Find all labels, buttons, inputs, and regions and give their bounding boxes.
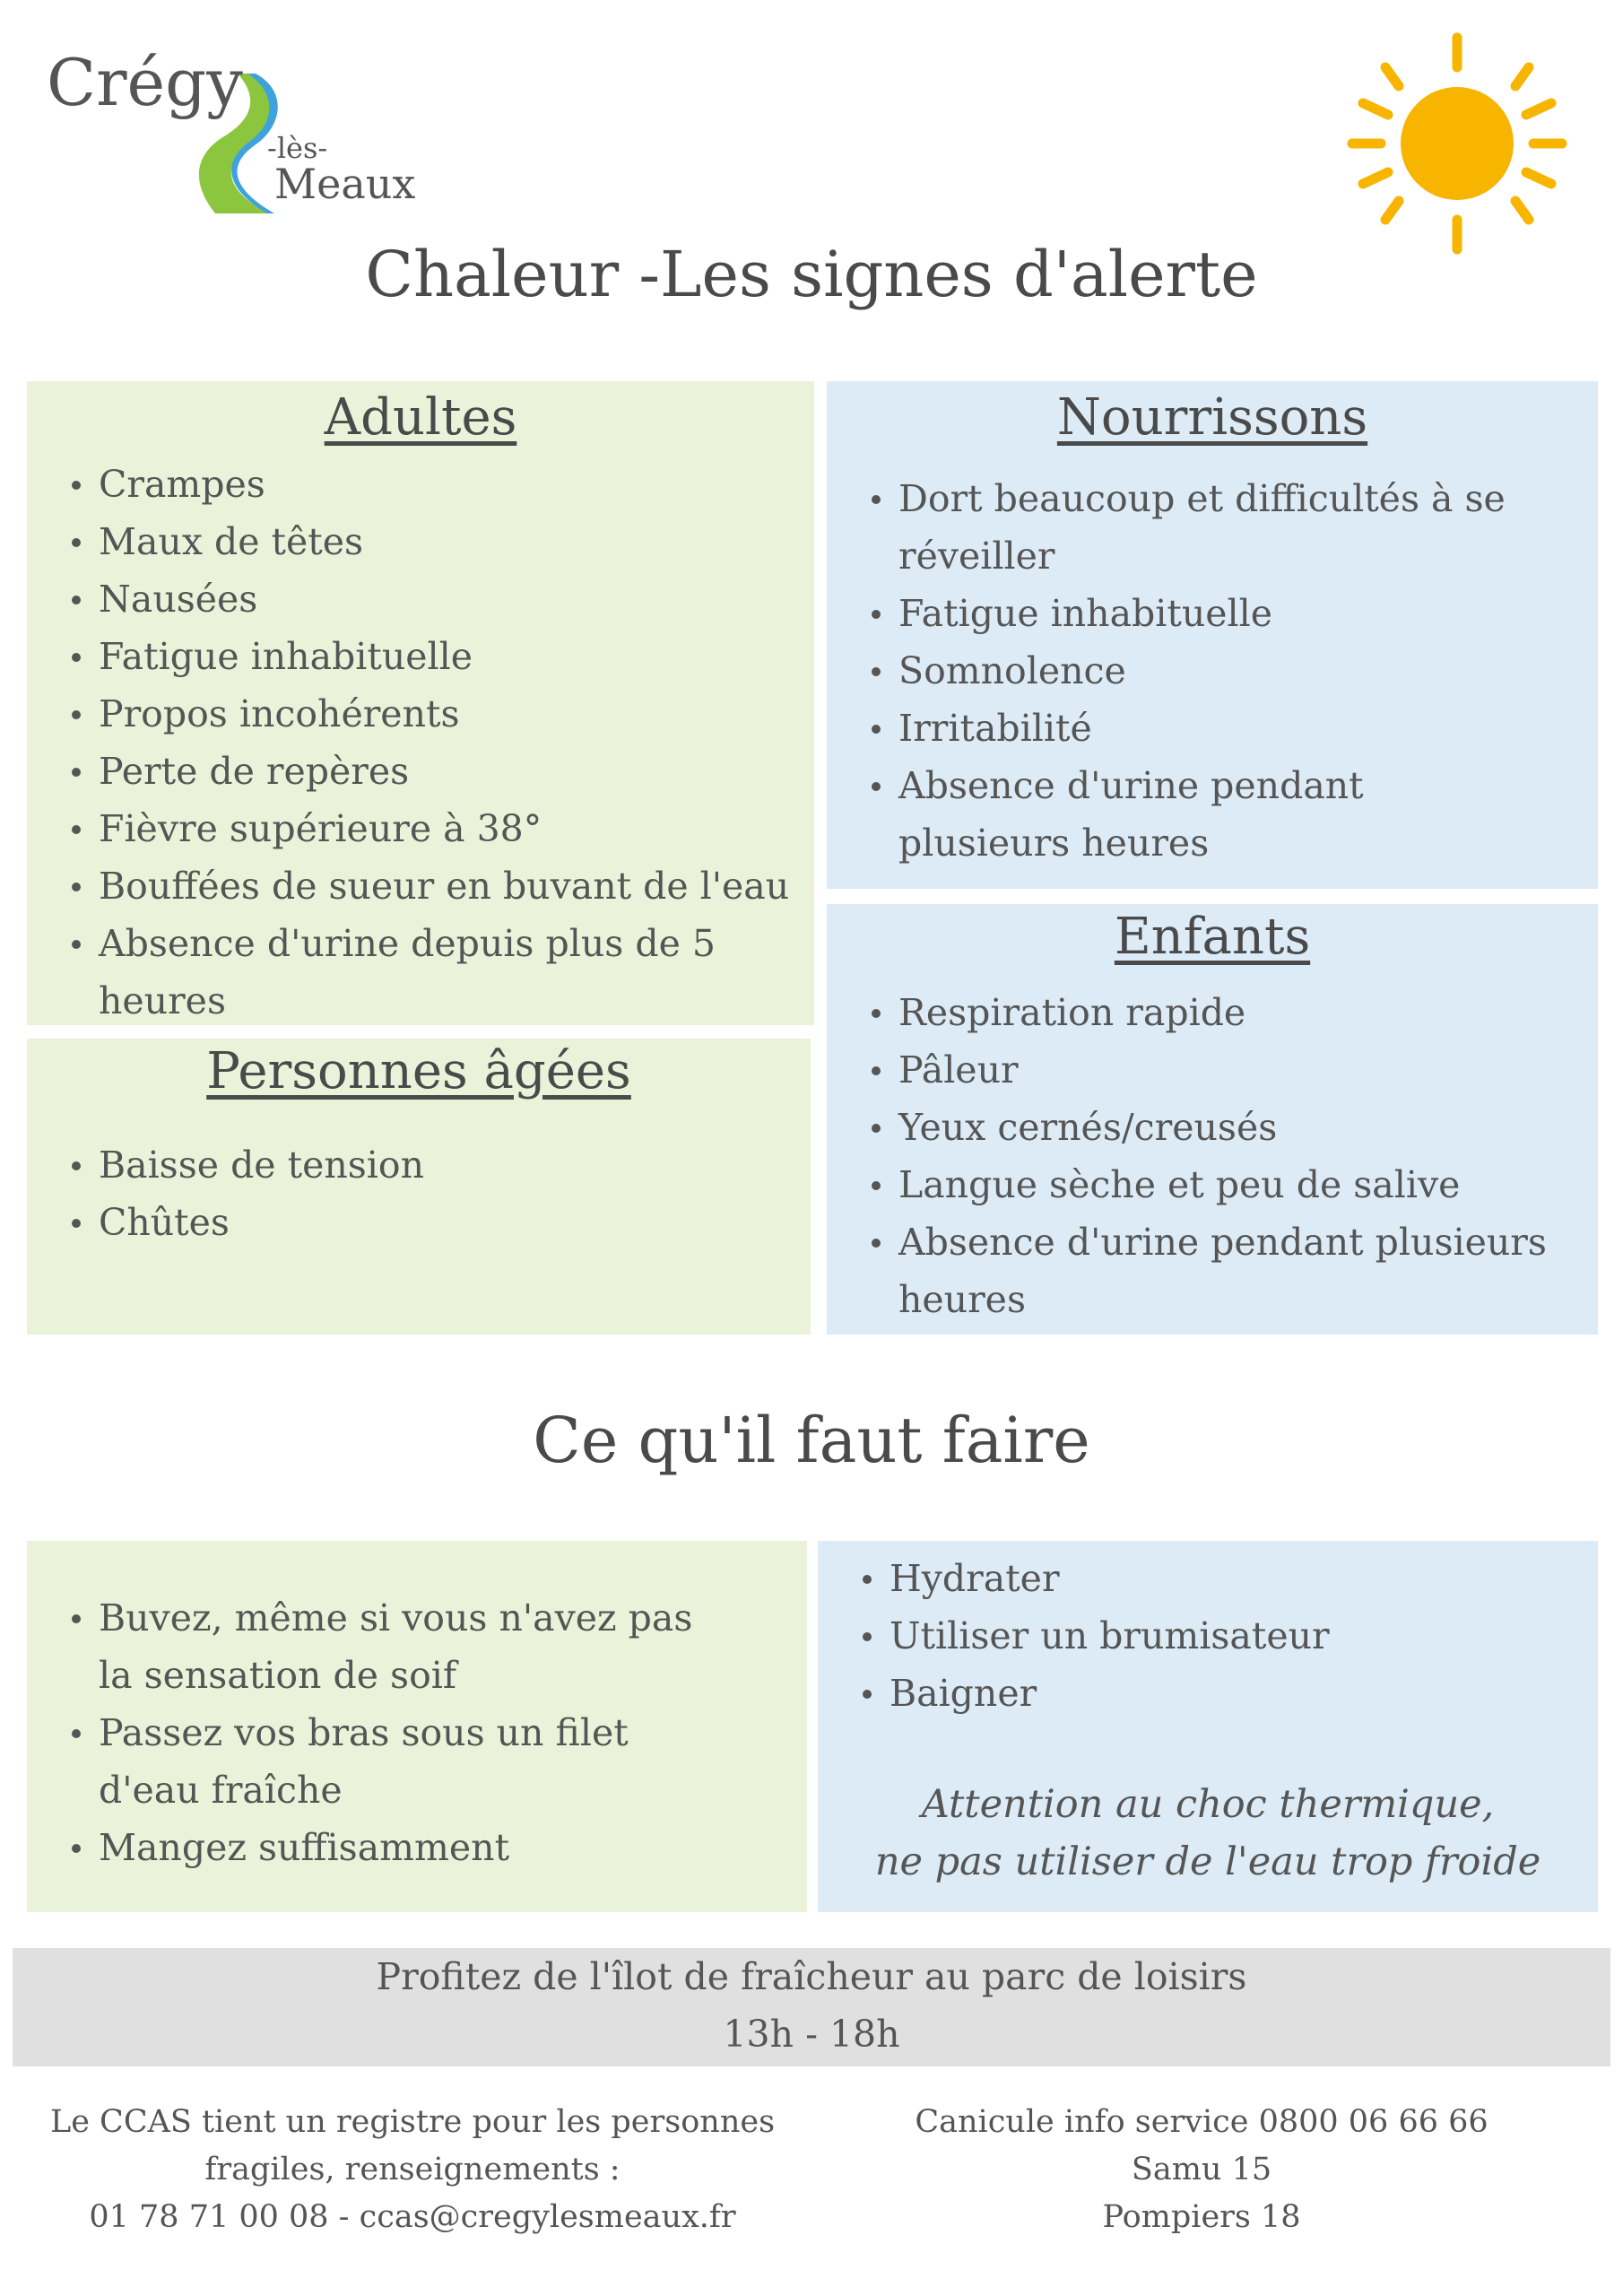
footer-ccas xyxy=(36,2099,789,2241)
list-item: Absence d'urine pendant plusieurs heures xyxy=(827,757,1544,872)
sun-icon xyxy=(1345,27,1569,260)
list-item: Bouffées de sueur en buvant de l'eau xyxy=(27,857,814,915)
list-item: Mangez suffisamment xyxy=(27,1819,735,1876)
footer-contact: 01 78 71 00 08 - ccas@cregylesmeaux.fr xyxy=(89,2199,736,2235)
list-item: Utiliser un brumisateur xyxy=(818,1607,1598,1665)
list-item: Baigner xyxy=(818,1665,1598,1722)
list-item: Baisse de tension xyxy=(27,1136,811,1194)
list-item: Langue sèche et peu de salive xyxy=(827,1156,1553,1213)
list-item: Perte de repères xyxy=(27,743,814,800)
warning-note xyxy=(818,1776,1598,1891)
cool-island-banner xyxy=(13,1948,1610,2066)
todo-left-list xyxy=(27,1589,807,1876)
adultes-panel xyxy=(27,381,814,1025)
banner-text: Profitez de l'îlot de fraîcheur au parc de loisirs xyxy=(376,1955,1247,1998)
list-item: Dort beaucoup et difficultés à se réveiller xyxy=(827,470,1544,585)
nourrissons-panel xyxy=(827,381,1598,889)
list-item: Buvez, même si vous n'avez pas la sensation de soif xyxy=(27,1589,735,1704)
adultes-heading: Adultes xyxy=(324,388,517,447)
adultes-list xyxy=(27,456,814,1030)
list-item: Absence d'urine pendant plusieurs heures xyxy=(827,1213,1553,1328)
page-title: Chaleur -Les signes d'alerte xyxy=(365,238,1258,311)
logo-text-cregy: Crégy xyxy=(47,45,243,120)
footer-line: Canicule info service 0800 06 66 66 xyxy=(915,2104,1488,2140)
list-item: Maux de têtes xyxy=(27,513,814,570)
banner-hours: 13h - 18h xyxy=(723,2013,900,2056)
nourrissons-list xyxy=(827,470,1598,872)
footer-line: fragiles, renseignements : xyxy=(204,2152,621,2187)
logo-text-les: -lès- xyxy=(267,131,328,165)
list-item: Fatigue inhabituelle xyxy=(27,628,814,685)
list-item: Somnolence xyxy=(827,642,1544,700)
personnes-agees-panel xyxy=(27,1039,811,1335)
todo-right-list xyxy=(818,1550,1598,1722)
list-item: Yeux cernés/creusés xyxy=(827,1099,1553,1156)
todo-right-panel xyxy=(818,1541,1598,1912)
list-item: Crampes xyxy=(27,456,814,513)
list-item: Pâleur xyxy=(827,1041,1553,1099)
list-item: Chûtes xyxy=(27,1194,811,1251)
enfants-list xyxy=(827,984,1598,1328)
crégy-les-meaux-logo xyxy=(45,45,421,215)
enfants-panel xyxy=(827,904,1598,1335)
warning-note-line: ne pas utiliser de l'eau trop froide xyxy=(874,1839,1541,1884)
footer-emergency xyxy=(861,2099,1542,2241)
list-item: Fatigue inhabituelle xyxy=(827,585,1544,642)
personnes-agees-list xyxy=(27,1136,811,1251)
todo-title: Ce qu'il faut faire xyxy=(533,1404,1090,1477)
list-item: Respiration rapide xyxy=(827,984,1553,1041)
list-item: Propos incohérents xyxy=(27,685,814,743)
list-item: Hydrater xyxy=(818,1550,1598,1607)
list-item: Fièvre supérieure à 38° xyxy=(27,800,814,857)
todo-left-panel xyxy=(27,1541,807,1912)
footer-line: Samu 15 xyxy=(1131,2152,1272,2187)
enfants-heading: Enfants xyxy=(1114,908,1311,966)
nourrissons-heading: Nourrissons xyxy=(1056,388,1368,447)
footer-line: Le CCAS tient un registre pour les personnes xyxy=(49,2104,776,2140)
list-item: Nausées xyxy=(27,570,814,628)
warning-note-line: Attention au choc thermique, xyxy=(921,1782,1495,1827)
logo-text-meaux: Meaux xyxy=(274,160,416,208)
list-item: Absence d'urine depuis plus de 5 heures xyxy=(27,915,814,1030)
list-item: Irritabilité xyxy=(827,700,1544,757)
list-item: Passez vos bras sous un filet d'eau fraîche xyxy=(27,1704,735,1819)
footer-line: Pompiers 18 xyxy=(1102,2199,1301,2235)
personnes-agees-heading: Personnes âgées xyxy=(206,1042,631,1100)
